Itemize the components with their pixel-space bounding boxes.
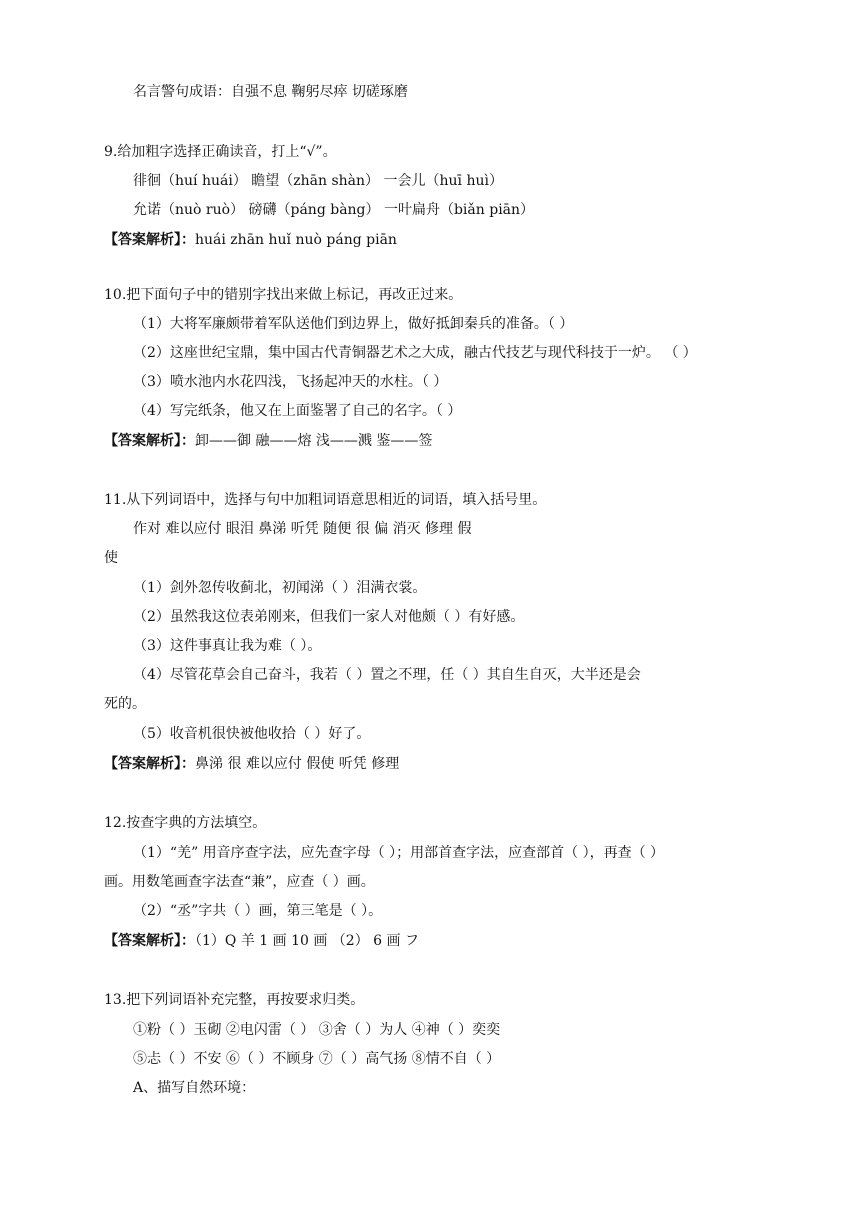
q9-question: 9.给加粗字选择正确读音，打上“√”。 (104, 144, 337, 160)
q11-answer-text: 鼻涕 很 难以应付 假使 听凭 修理 (195, 756, 400, 772)
q13-question: 13.把下列词语补充完整，再按要求归类。 (104, 992, 365, 1008)
q13-row2: ⑤忐（ ）不安 ⑥（ ）不顾身 ⑦（ ）高气扬 ⑧情不自（ ） (133, 1051, 501, 1067)
q10-item-4: （4）写完纸条，他又在上面鉴署了自己的名字。（ ） (133, 403, 462, 419)
q11-item-4-cont: 死的。 (104, 696, 146, 712)
q12-item-2: （2）“丞”字共（ ）画，第三笔是（ ）。 (133, 903, 383, 919)
q10-item-1: （1）大将军廉颇带着军队送他们到边界上，做好抵卸秦兵的准备。（ ） (133, 316, 574, 332)
q10-answer (104, 431, 432, 451)
q11-item-3: （3）这件事真让我为难（ ）。 (133, 638, 322, 654)
q9-answer-text: huái zhān huǐ nuò páng piān (195, 232, 397, 248)
q10-question: 10.把下面句子中的错别字找出来做上标记，再改正过来。 (104, 287, 463, 303)
proverbs-line: 名言警句成语：自强不息 鞠躬尽瘁 切磋琢磨 (133, 84, 408, 100)
q13-row1: ①粉（ ）玉砌 ②电闪雷（ ） ③舍（ ）为人 ④神（ ）奕奕 (133, 1022, 501, 1038)
q10-answer-text: 卸——御 融——熔 浅——溅 鉴——签 (195, 433, 433, 449)
q11-answer-label: 【答案解析】： (104, 756, 195, 772)
q9-row2: 允诺（nuò ruò） 磅礴（páng bàng） 一叶扁舟（biǎn piān） (133, 202, 535, 218)
q12-answer-text: （1）Q 羊 1 画 10 画 （2） 6 画 フ (195, 933, 419, 949)
q11-words-cont: 使 (104, 550, 118, 566)
q11-words: 作对 难以应付 眼泪 鼻涕 听凭 随便 很 偏 消灭 修理 假 (133, 521, 472, 537)
q12-answer-label: 【答案解析】： (104, 933, 195, 949)
q11-item-4: （4）尽管花草会自己奋斗，我若（ ）置之不理，任（ ）其自生自灭，大半还是会 (133, 667, 641, 683)
q12-answer (104, 931, 419, 951)
q9-row1: 徘徊（huí huái） 瞻望（zhān shàn） 一会儿（huī huì） (133, 173, 503, 189)
q10-item-2: （2）这座世纪宝鼎，集中国古代青铜器艺术之大成，融古代技艺与现代科技于一炉。 （ ） (133, 345, 697, 361)
q11-item-5: （5）收音机很快被他收拾（ ）好了。 (133, 726, 371, 742)
q13-sub-a: A、描写自然环境： (133, 1080, 256, 1096)
q10-answer-label: 【答案解析】： (104, 433, 195, 449)
q12-item-1-cont: 画。用数笔画查字法查“兼”，应查（ ）画。 (104, 874, 375, 890)
q11-question: 11.从下列词语中，选择与句中加粗词语意思相近的词语，填入括号里。 (104, 492, 547, 508)
q12-item-1: （1）“羌” 用音序查字法，应先查字母（ ）；用部首查字法，应查部首（ ），再查（ ） (133, 845, 665, 861)
q12-question: 12.按查字典的方法填空。 (104, 815, 267, 831)
q11-answer (104, 754, 399, 774)
q9-answer (104, 230, 397, 250)
q9-answer-label: 【答案解析】： (104, 232, 195, 248)
q11-item-1: （1）剑外忽传收蓟北，初闻涕（ ）泪满衣裳。 (133, 580, 427, 596)
q10-item-3: （3）喷水池内水花四浅，飞扬起冲天的水柱。（ ） (133, 374, 448, 390)
q11-item-2: （2）虽然我这位表弟刚来，但我们一家人对他颇（ ）有好感。 (133, 609, 525, 625)
